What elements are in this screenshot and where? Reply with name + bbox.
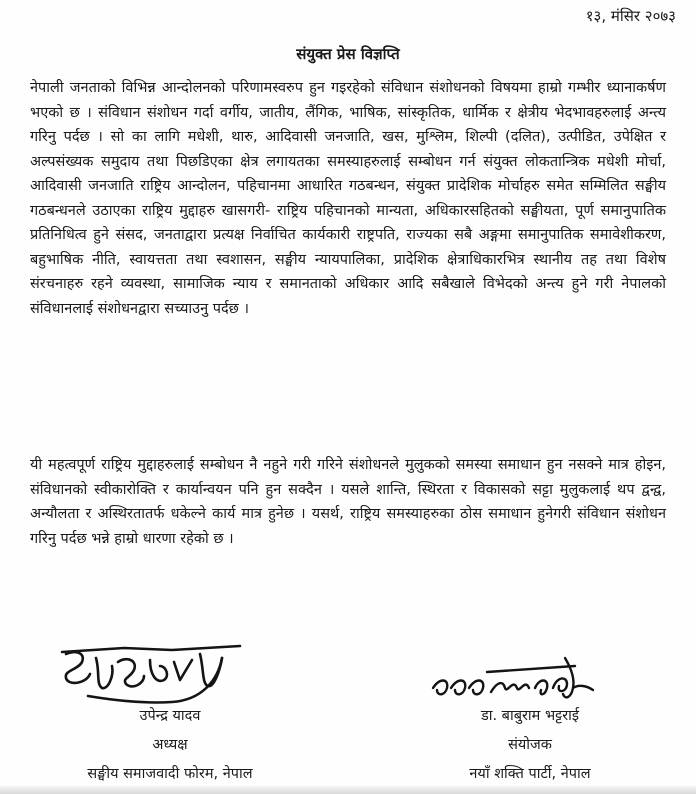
page-bottom-edge — [0, 786, 696, 794]
signatory-organization: नयाँ शक्ति पार्टी, नेपाल — [469, 766, 591, 782]
signature-baburam-bhattarai — [425, 648, 600, 706]
signatory-role: अध्यक्ष — [152, 737, 188, 753]
signatory-organization: सङ्घीय समाजवादी फोरम, नेपाल — [87, 766, 253, 782]
document-title: संयुक्त प्रेस विज्ञप्ति — [296, 45, 400, 63]
signatory-role: संयोजक — [508, 737, 552, 753]
release-date: १३, मंसिर २०७३ — [585, 7, 676, 25]
signatory-block-left — [20, 702, 320, 789]
body-paragraph-1: नेपाली जनताको विभिन्न आन्दोलनको परिणामस्वरुप हुन गइरहेको संविधान संशोधनको विषयमा हाम्रो गम्भीर ध्यानाकर्षण भएको छ । संविधान संशोधन गर्दा वर्गीय, जातीय, लैंगिक, भाषिक, सांस्कृतिक, धार्मिक र क्षेत्रीय भेदभावहरुलाई अन्त्य गरिनु पर्दछ । सो का लागि मधेशी, थारु, आदिवासी जनजाति, खस, मुश्लिम, शिल्पी (दलित), उत्पीडित, उपेक्षित र अल्पसंख्यक समुदाय तथा पिछडिएका क्षेत्र लगायतका समस्याहरुलाई सम्बोधन गर्न संयुक्त लोकतान्त्रिक मधेशी मोर्चा, आदिवासी जनजाति राष्ट्रिय आन्दोलन, पहिचानमा आधारित गठबन्धन, संयुक्त प्रादेशिक मोर्चाहरु समेत सम्मिलित सङ्घीय गठबन्धनले उठाएका राष्ट्रिय मुद्दाहरु खासगरी- राष्ट्रिय पहिचानको मान्यता, अधिकारसहितको सङ्घीयता, पूर्ण समानुपातिक प्रतिनिधित्व हुने संसद, जनताद्वारा प्रत्यक्ष निर्वाचित कार्यकारी राष्ट्रपति, राज्यका सबै अङ्गमा समानुपातिक समावेशीकरण, बहुभाषिक नीति, स्वायत्तता तथा स्वशासन, सङ्घीय न्यायपालिका, प्रादेशिक क्षेत्राधिकारभित्र स्थानीय तह तथा विशेष संरचनाहरु रहने व्यवस्था, सामाजिक न्याय र समानताको अधिकार आदि सबैखाले विभेदको अन्त्य हुने गरी नेपालको संविधानलाई संशोधनद्वारा सच्याउनु पर्दछ । — [30, 80, 666, 317]
signatory-name: उपेन्द्र यादव — [139, 708, 201, 724]
signatory-name: डा. बाबुराम भट्टराई — [480, 708, 580, 724]
signatory-block-right — [380, 702, 680, 789]
body-paragraph-2: यी महत्वपूर्ण राष्ट्रिय मुद्दाहरुलाई सम्बोधन नै नहुने गरी गरिने संशोधनले मुलुकको समस्या समाधान हुन नसक्ने मात्र होइन, संविधानको स्वीकारोक्ति र कार्यान्वयन पनि हुन सक्दैन । यसले शान्ति, स्थिरता र विकासको सट्टा मुलुकलाई थप द्वन्द्व, अन्यौलता र अस्थिरतातर्फ धकेल्ने कार्य मात्र हुनेछ । यसर्थ, राष्ट्रिय समस्याहरुका ठोस समाधान हुनेगरी संविधान संशोधन गरिनु पर्दछ भन्ने हाम्रो धारणा रहेको छ । — [30, 457, 666, 547]
